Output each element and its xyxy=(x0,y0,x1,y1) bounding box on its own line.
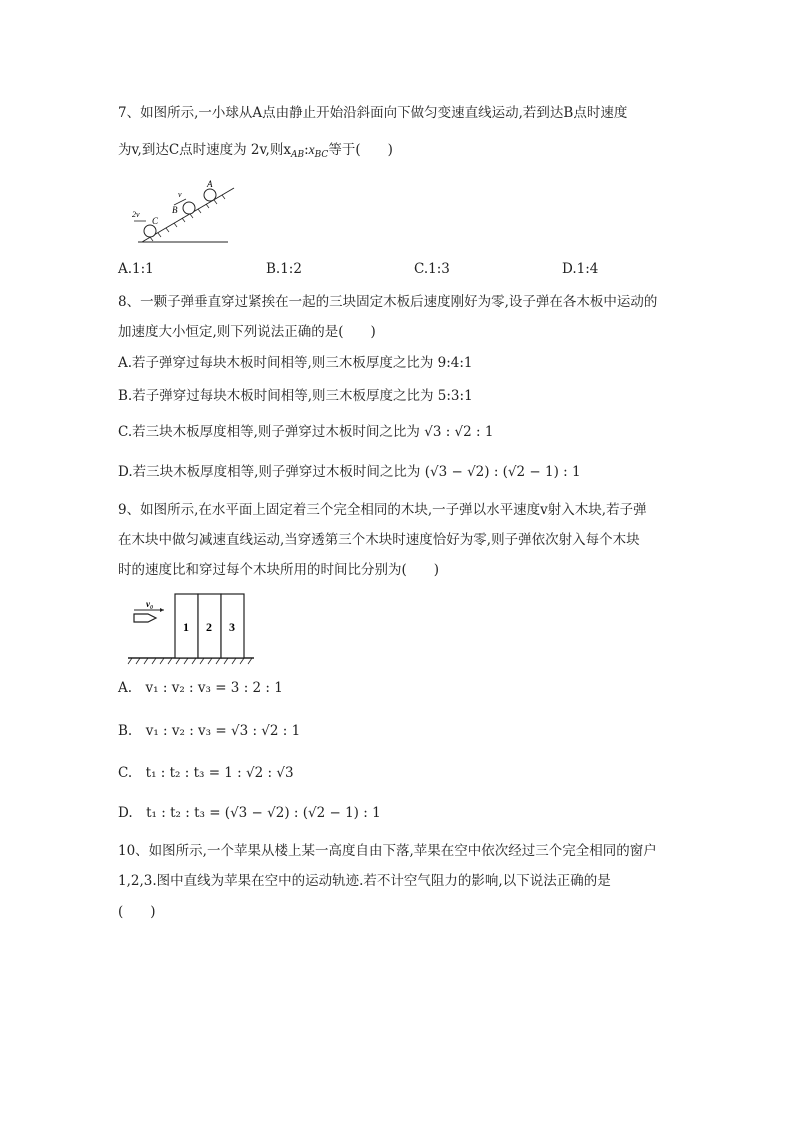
q9-stem-line2: 在木块中做匀减速直线运动,当穿透第三个木块时速度恰好为零,则子弹依次射入每个木块 xyxy=(118,532,640,548)
q7-option-b: B.1:2 xyxy=(266,261,302,277)
q7-sub-ab: AB xyxy=(290,150,305,160)
q10-stem-line3: ( ) xyxy=(118,904,156,920)
q10-stem-line1: 10、如图所示,一个苹果从楼上某一高度自由下落,苹果在空中依次经过三个完全相同的窗户 xyxy=(118,843,657,859)
q9-option-a: A. v₁ : v₂ : v₃ = 3 : 2 : 1 xyxy=(118,680,283,696)
q7-label-v: v xyxy=(178,190,182,199)
q7-ball-c xyxy=(144,225,156,237)
q7-option-c: C.1:3 xyxy=(414,261,450,277)
q7-option-a: A.1:1 xyxy=(118,261,154,277)
q7-stem-tail: 等于( ) xyxy=(328,142,393,158)
q9-option-d: D. t₁ : t₂ : t₃ = (√3 − √2) : (√2 − 1) : 1 xyxy=(118,805,381,821)
q9-bullet-icon xyxy=(134,614,156,622)
q7-stem-line2-text: 为v,到达C点时速度为 2v,则x xyxy=(118,142,291,158)
q8-stem-line2: 加速度大小恒定,则下列说法正确的是( ) xyxy=(118,324,376,340)
q8-option-d: D.若三块木板厚度相等,则子弹穿过木板时间之比为 (√3 − √2) : (√2 − 1) : 1 xyxy=(118,464,581,480)
q7-ball-b xyxy=(183,202,195,214)
q7-stem-line2 xyxy=(118,140,393,165)
q7-label-a: A xyxy=(207,179,213,189)
q7-x: x xyxy=(308,142,315,157)
q8-option-b: B.若子弹穿过每块木板时间相等,则三木板厚度之比为 5:3:1 xyxy=(118,388,473,404)
q7-incline-figure xyxy=(130,178,240,250)
q9-option-b: B. v₁ : v₂ : v₃ = √3 : √2 : 1 xyxy=(118,723,301,739)
q9-label-v0: v₀ xyxy=(146,599,154,609)
q8-option-a: A.若子弹穿过每块木板时间相等,则三木板厚度之比为 9:4:1 xyxy=(118,355,473,371)
q7-label-2v: 2v xyxy=(132,210,140,219)
q9-blocks-figure xyxy=(126,590,266,666)
q7-option-d: D.1:4 xyxy=(562,261,599,277)
q10-stem-line2: 1,2,3.图中直线为苹果在空中的运动轨迹.若不计空气阻力的影响,以下说法正确的是 xyxy=(118,873,611,889)
q7-colon: : xyxy=(304,142,309,158)
q8-option-c: C.若三块木板厚度相等,则子弹穿过木板时间之比为 √3 : √2 : 1 xyxy=(118,424,494,440)
q8-stem-line1: 8、一颗子弹垂直穿过紧挨在一起的三块固定木板后速度刚好为零,设子弹在各木板中运动的 xyxy=(118,294,658,310)
q7-sub-bc: BC xyxy=(314,150,329,160)
q7-ball-a xyxy=(204,189,216,201)
q7-label-b: B xyxy=(172,205,178,215)
q9-option-c: C. t₁ : t₂ : t₃ = 1 : √2 : √3 xyxy=(118,765,294,781)
q9-block-1-label: 1 xyxy=(183,620,189,634)
q7-label-c: C xyxy=(152,216,159,226)
q9-block-3-label: 3 xyxy=(229,620,235,634)
q7-stem-line1: 7、如图所示,一小球从A点由静止开始沿斜面向下做匀变速直线运动,若到达B点时速度 xyxy=(118,105,628,121)
q9-stem-line3: 时的速度比和穿过每个木块所用的时间比分别为( ) xyxy=(118,562,440,578)
q9-stem-line1: 9、如图所示,在水平面上固定着三个完全相同的木块,一子弹以水平速度v射入木块,若子弹 xyxy=(118,502,647,518)
q9-block-2-label: 2 xyxy=(206,620,212,634)
